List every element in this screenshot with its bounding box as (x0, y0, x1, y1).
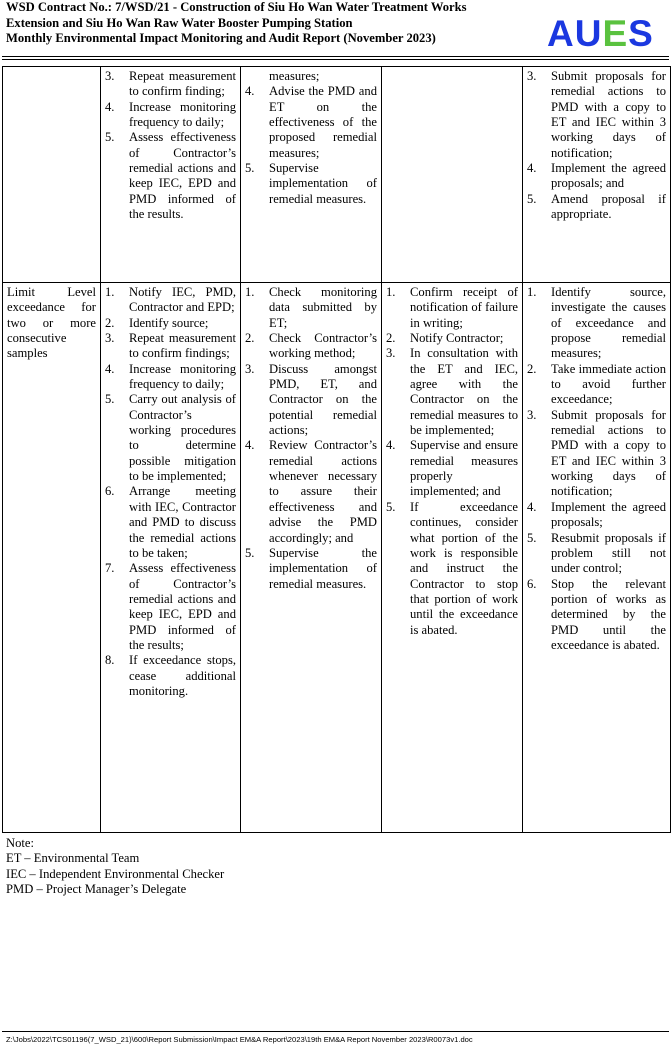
item-text: Check Contractor’s working method; (269, 331, 377, 361)
row2-event-cell (3, 283, 101, 833)
aues-logo: AUES (547, 13, 654, 54)
item-text: Resubmit proposals if problem still not under control; (551, 530, 666, 576)
list-item (105, 130, 236, 222)
item-number: 5. (386, 499, 396, 514)
item-number: 5. (527, 530, 537, 545)
item-text: Notify Contractor; (410, 331, 504, 346)
item-text: Check monitoring data submitted by ET; (269, 285, 377, 330)
item-text: Amend proposal if appropriate. (551, 191, 666, 222)
list-item (105, 316, 236, 331)
row2-iec-cell (241, 283, 382, 833)
notes-title: Note: (6, 836, 34, 850)
list-item (527, 192, 666, 223)
list-item (386, 438, 518, 499)
item-text: Arrange meeting with IEC, Contractor and PMD to discuss the remedial actions to be taken; (129, 484, 236, 560)
list-item (527, 362, 666, 408)
item-number: 6. (527, 576, 537, 591)
row1-event-cell (3, 67, 101, 283)
item-number: 5. (245, 161, 255, 176)
item-number: 5. (527, 191, 537, 206)
item-number: 4. (105, 361, 115, 376)
item-number: 3. (386, 346, 396, 361)
header-line-2: Extension and Siu Ho Wan Raw Water Booster Pumping Station (6, 15, 353, 30)
list-item (105, 653, 236, 699)
item-text: Discuss amongst PMD, ET, and Contractor on the potential remedial actions; (269, 361, 377, 438)
list-item (245, 84, 377, 161)
item-number: 3. (245, 361, 255, 376)
item-text: Implement the agreed proposals; and (551, 161, 666, 191)
item-text: Notify IEC, PMD, Contractor and EPD; (129, 285, 236, 315)
row2-et-cell (101, 283, 241, 833)
header-rule (2, 56, 669, 57)
item-number: 4. (527, 161, 537, 176)
item-number: 1. (245, 285, 255, 299)
list-item (527, 285, 666, 362)
list-item (527, 69, 666, 161)
item-text: If exceedance continues, consider what portion of the work is responsible and instruct the Contractor to stop that portion of work until the exceedance is abated. (410, 499, 518, 637)
item-number: 4. (245, 84, 255, 99)
list-item (245, 362, 377, 439)
item-number: 4. (386, 438, 396, 453)
note-line: PMD – Project Manager’s Delegate (6, 882, 187, 897)
item-number: 2. (105, 315, 115, 330)
item-number: 8. (105, 653, 115, 668)
list-item (245, 161, 377, 207)
item-number: 4. (527, 499, 537, 514)
item-number: 3. (105, 331, 115, 346)
item-text: Confirm receipt of notification of failure in writing; (410, 285, 518, 330)
table-row (3, 67, 671, 283)
item-number: 2. (386, 331, 396, 346)
item-text: Stop the relevant portion of works as determined by the PMD until the exceedance is abated. (551, 576, 666, 652)
list-item (105, 100, 236, 131)
list-item (105, 362, 236, 393)
item-number: 6. (105, 484, 115, 499)
item-text: Supervise the implementation of remedial measures. (269, 545, 377, 591)
list-item (386, 285, 518, 331)
item-text: Advise the PMD and ET on the effectiveness of the proposed remedial measures; (269, 84, 377, 160)
item-number: 3. (527, 69, 537, 83)
row1-contractor-cell (523, 67, 671, 283)
limit-level-label: Limit Level exceedance for two or more consecutive samples (7, 285, 96, 361)
item-number: 1. (386, 285, 396, 299)
list-item (527, 161, 666, 192)
event-action-table (2, 66, 671, 833)
item-text: Take immediate action to avoid further exceedance; (551, 361, 666, 407)
list-item (105, 331, 236, 362)
item-text: Carry out analysis of Contractor’s working procedures to determine possible mitigation to be implemented; (129, 392, 236, 484)
list-item (245, 331, 377, 362)
item-number: 4. (245, 438, 255, 453)
row1-iec-continued: measures; (269, 69, 320, 83)
item-number: 5. (105, 392, 115, 407)
item-text: Assess effectiveness of Contractor’s remedial actions and keep IEC, EPD and PMD informed of the results. (129, 130, 236, 222)
item-text: Increase monitoring frequency to daily; (129, 361, 236, 392)
item-text: Increase monitoring frequency to daily; (129, 99, 236, 130)
header-rule-2 (2, 59, 669, 60)
list-item (105, 484, 236, 561)
item-text: Submit proposals for remedial actions to PMD with a copy to ET and IEC within 3 working days of notification; (551, 69, 666, 160)
item-text: Submit proposals for remedial actions to PMD with a copy to ET and IEC within 3 working days of notification; (551, 407, 666, 499)
list-item (105, 285, 236, 316)
list-item (527, 500, 666, 531)
item-text: Implement the agreed proposals; (551, 499, 666, 530)
file-path-footer: Z:\Jobs\2022\TCS01196(7_WSD_21)\600\Report Submission\Impact EM&A Report\2023\19th EM&A Report November 2023\R0073v1.doc (6, 1035, 473, 1044)
item-number: 2. (245, 331, 255, 346)
item-number: 4. (105, 99, 115, 114)
list-item (245, 438, 377, 545)
item-text: Repeat measurement to confirm findings; (129, 331, 236, 361)
list-item (105, 392, 236, 484)
item-text: Review Contractor’s remedial actions whenever necessary to assure their effectiveness and advise the PMD accordingly; and (269, 438, 377, 545)
row2-pmd-cell (382, 283, 523, 833)
item-text: If exceedance stops, cease additional monitoring. (129, 653, 236, 698)
item-text: Identify source; (129, 315, 209, 330)
row1-pmd-cell (382, 67, 523, 283)
item-text: Supervise implementation of remedial measures. (269, 161, 377, 206)
document-header (6, 0, 546, 47)
item-text: Supervise and ensure remedial measures properly implemented; and (410, 438, 518, 499)
item-text: Assess effectiveness of Contractor’s remedial actions and keep IEC, EPD and PMD informed of the results; (129, 561, 236, 652)
item-text: In consultation with the ET and IEC, agree with the Contractor on the remedial measures to be implemented; (410, 346, 518, 438)
note-line: IEC – Independent Environmental Checker (6, 866, 225, 881)
list-item (386, 331, 518, 346)
list-item (527, 408, 666, 500)
list-item (105, 561, 236, 653)
header-line-1: WSD Contract No.: 7/WSD/21 - Construction of Siu Ho Wan Water Treatment Works (6, 0, 467, 14)
item-number: 7. (105, 561, 115, 576)
item-text: Identify source, investigate the causes of exceedance and propose remedial measures; (551, 285, 666, 361)
note-line: ET – Environmental Team (6, 851, 140, 866)
header-line-3: Monthly Environmental Impact Monitoring and Audit Report (November 2023) (6, 31, 436, 46)
item-number: 2. (527, 361, 537, 376)
list-item (245, 285, 377, 331)
item-number: 1. (527, 285, 537, 299)
row2-contractor-cell (523, 283, 671, 833)
list-item (105, 69, 236, 100)
row1-et-cell (101, 67, 241, 283)
list-item (527, 577, 666, 654)
item-number: 5. (245, 545, 255, 560)
item-number: 3. (527, 407, 537, 422)
list-item (527, 531, 666, 577)
item-number: 5. (105, 130, 115, 145)
table-row (3, 283, 671, 833)
item-text: Repeat measurement to confirm finding; (129, 69, 236, 99)
item-number: 3. (105, 69, 115, 83)
list-item (386, 346, 518, 438)
item-number: 1. (105, 285, 115, 299)
row1-iec-cell (241, 67, 382, 283)
list-item (386, 500, 518, 638)
notes-section (6, 836, 224, 898)
footer-rule (2, 1031, 669, 1032)
list-item (245, 546, 377, 592)
